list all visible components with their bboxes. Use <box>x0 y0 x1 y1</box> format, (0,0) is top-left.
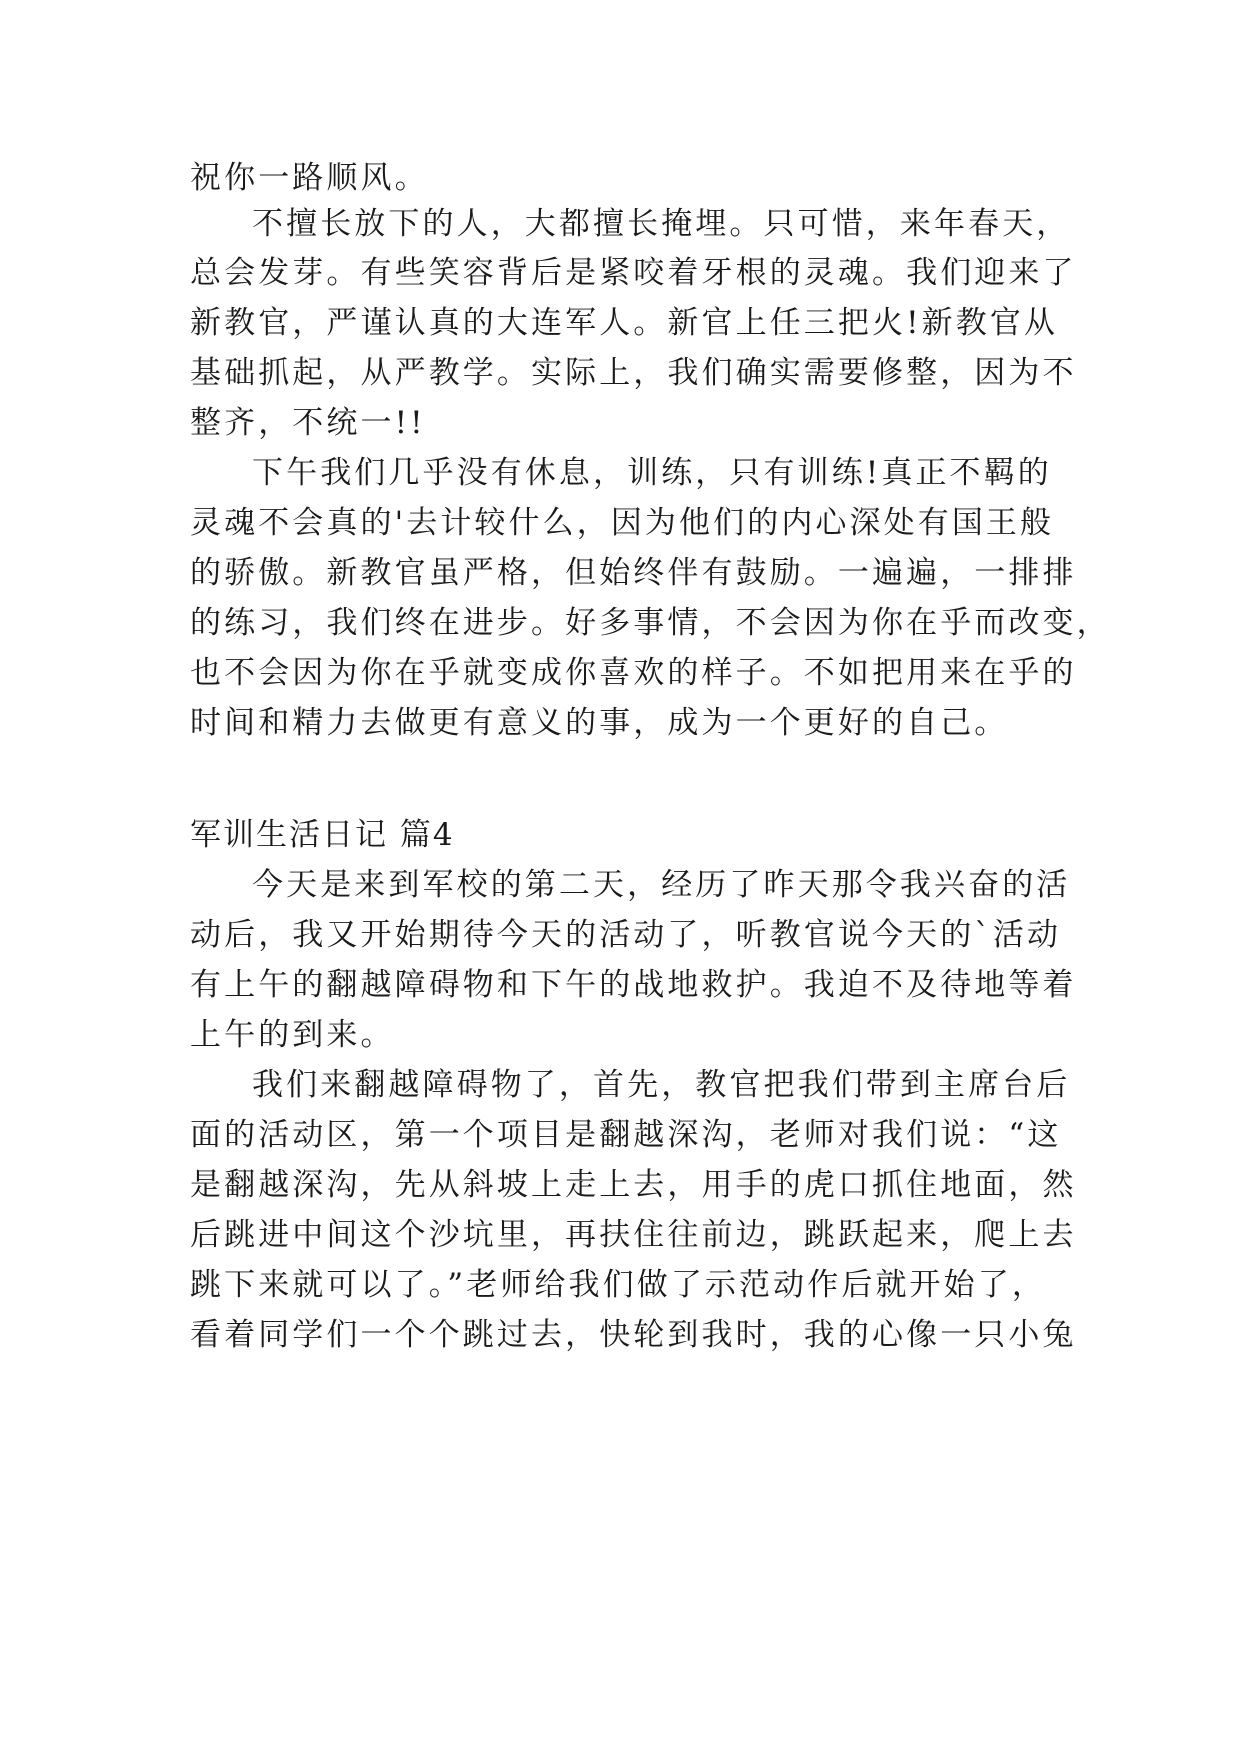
paragraph-first-line: 不擅长放下的人，大都擅长掩埋。只可惜，来年春天， <box>252 206 1071 242</box>
text-line: 后跳进中间这个沙坑里，再扶住往前边，跳跃起来，爬上去 <box>190 1217 1077 1253</box>
text-line: 上午的到来。 <box>190 1017 395 1053</box>
text-line: 有上午的翻越障碍物和下午的战地救护。我迫不及待地等着 <box>190 967 1077 1003</box>
text-line: 灵魂不会真的'去计较什么，因为他们的内心深处有国王般 <box>190 505 1055 541</box>
text-line: 总会发芽。有些笑容背后是紧咬着牙根的灵魂。我们迎来了 <box>190 255 1077 291</box>
text-line: 是翻越深沟，先从斜坡上走上去，用手的虎口抓住地面，然 <box>190 1167 1077 1203</box>
text-line: 基础抓起，从严教学。实际上，我们确实需要修整，因为不 <box>190 355 1077 391</box>
text-line: 祝你一路顺风。 <box>190 160 429 196</box>
text-line: 看着同学们一个个跳过去，快轮到我时，我的心像一只小兔 <box>190 1317 1077 1353</box>
text-line: 的练习，我们终在进步。好多事情，不会因为你在乎而改变， <box>190 605 1111 641</box>
text-line: 跳下来就可以了。”老师给我们做了示范动作后就开始了， <box>190 1267 1046 1303</box>
paragraph-first-line: 今天是来到军校的第二天，经历了昨天那令我兴奋的活 <box>252 867 1071 903</box>
section-heading: 军训生活日记 篇4 <box>190 817 455 853</box>
paragraph-first-line: 下午我们几乎没有休息，训练，只有训练!真正不羁的 <box>252 455 1052 491</box>
text-line: 新教官，严谨认真的大连军人。新官上任三把火!新教官从 <box>190 305 1059 341</box>
paragraph-first-line: 我们来翻越障碍物了，首先，教官把我们带到主席台后 <box>252 1067 1071 1103</box>
text-line: 时间和精力去做更有意义的事，成为一个更好的自己。 <box>190 705 1009 741</box>
text-line: 整齐，不统一!! <box>190 405 426 441</box>
text-line: 也不会因为你在乎就变成你喜欢的样子。不如把用来在乎的 <box>190 655 1077 691</box>
text-line: 的骄傲。新教官虽严格，但始终伴有鼓励。一遍遍，一排排 <box>190 555 1077 591</box>
text-line: 动后，我又开始期待今天的活动了，听教官说今天的`活动 <box>190 917 1062 953</box>
text-line: 面的活动区，第一个项目是翻越深沟，老师对我们说：“这 <box>190 1117 1062 1153</box>
